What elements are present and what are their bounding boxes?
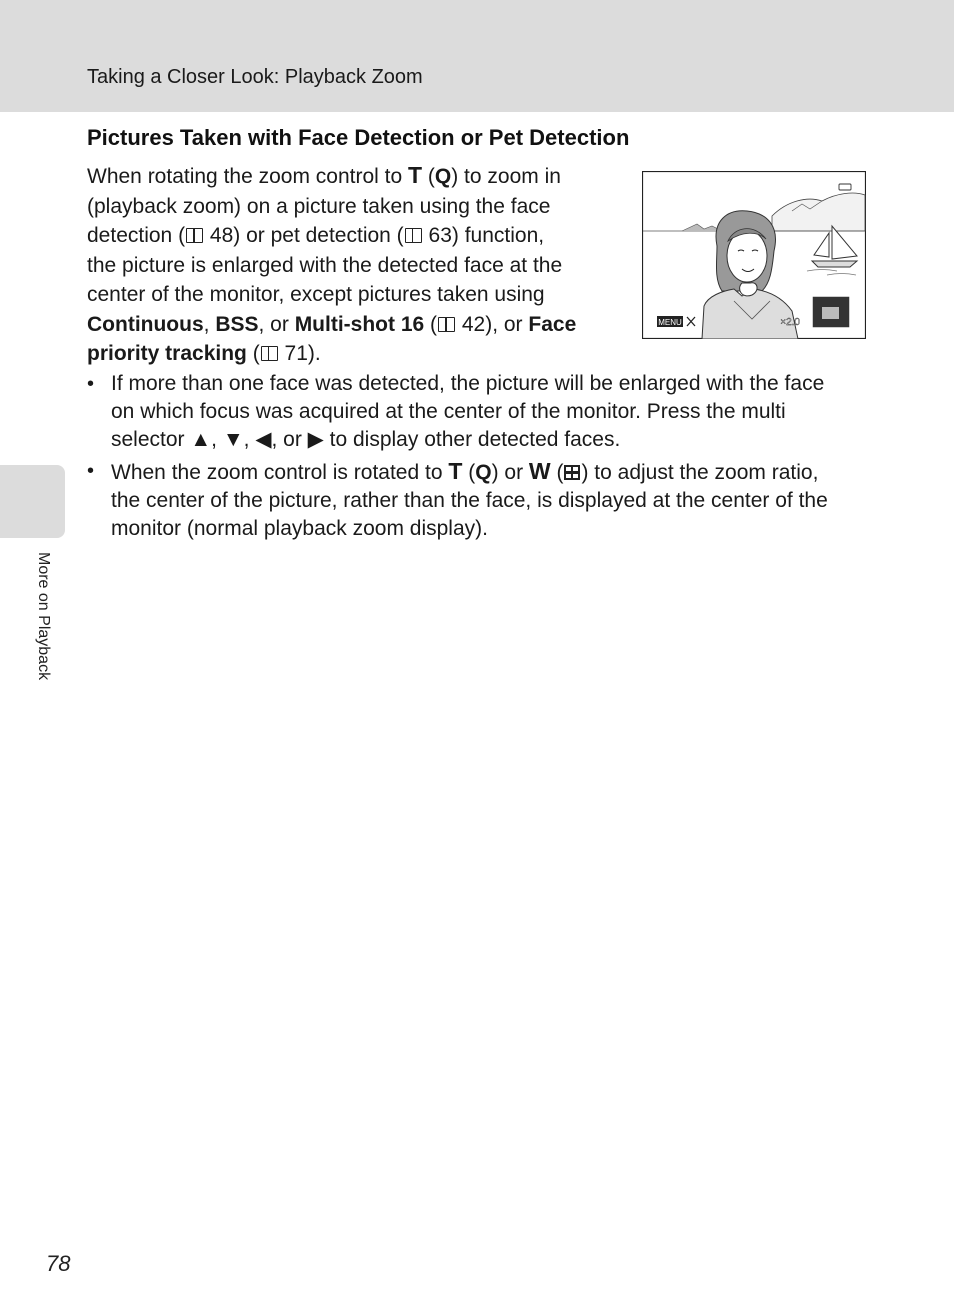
intro-paragraph [87,161,617,369]
arrow-down-icon: ▼ [222,428,244,451]
arrow-right-icon: ▶ [307,428,324,451]
page-ref-icon [438,317,455,332]
intro-line-5: center of the monitor, except pictures taken using [87,283,545,306]
page-ref-icon [186,228,203,243]
side-label: More on Playback [35,552,52,681]
running-head: Taking a Closer Look: Playback Zoom [87,66,423,88]
w-key-icon: W [528,458,551,484]
header-band [0,0,954,112]
zoom-ratio: ×2.0 [780,317,800,328]
camera-monitor-illustration [642,171,866,339]
page-number: 78 [46,1251,71,1276]
page-ref-icon [405,228,422,243]
t-key-icon: T [448,458,463,484]
intro-line-3: detection ( 48) or pet detection ( 63) function, [87,224,545,247]
intro-line-6: Continuous, BSS, or Multi-shot 16 ( 42), or Face [87,312,577,336]
zoom-glass-icon: Q [475,461,492,484]
section-title: Pictures Taken with Face Detection or Pet Detection [87,125,630,150]
zoom-navigation-box [812,296,850,328]
list-item: • If more than one face was detected, the picture will be enlarged with the face on which focus was acquired at the center of the monitor. Press the multi selector ▲, ▼, ◀, or ▶ to display other detected faces. [87,370,877,454]
menu-label: MENU [658,318,682,327]
bullet-list [87,370,877,546]
t-key-icon: T [408,162,423,188]
battery-icon [839,184,851,190]
list-item: • When the zoom control is rotated to T (Q) or W ( ) to adjust the zoom ratio, the center of the picture, rather than the face, is displayed at the center of the monitor (normal playback zoom display). [87,457,877,543]
intro-line-2: (playback zoom) on a picture taken using the face [87,194,551,218]
zoom-glass-icon: Q [434,165,452,188]
page-ref-icon [261,346,278,361]
arrow-up-icon: ▲ [190,428,212,451]
side-tab [0,465,65,538]
intro-line-4: the picture is enlarged with the detected face at the [87,253,563,277]
arrow-left-icon: ◀ [255,428,272,451]
intro-line-7: priority tracking ( 71). [87,342,321,365]
intro-line-1: When rotating the zoom control to T (Q) to zoom in [87,162,561,188]
thumbnail-grid-icon [564,465,580,480]
